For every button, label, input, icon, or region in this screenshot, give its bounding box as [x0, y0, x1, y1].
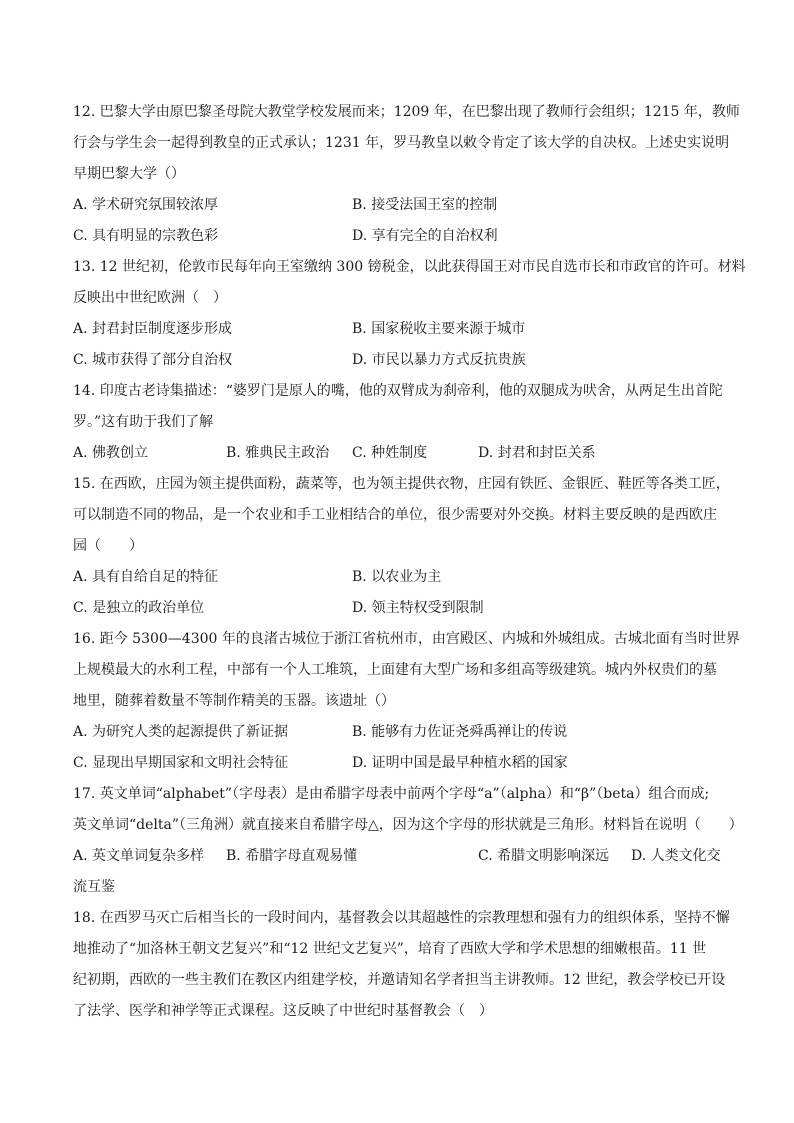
question-14 — [73, 376, 734, 469]
question-stem-line: 行会与学生会一起得到教皇的正式承认；1231 年，罗马教皇以敕令肯定了该大学的自决权。上述史实说明 — [73, 135, 730, 151]
question-stem-line: 纪初期，西欧的一些主教们在教区内组建学校，并邀请知名学者担当主讲教师。12 世纪，教会学校已开设 — [73, 972, 726, 988]
question-stem-line: 17. 英文单词“alphabet”（字母表）是由希腊字母表中前两个字母“a”（alpha）和“β”（beta）组合而成; — [73, 786, 710, 802]
options-row — [73, 314, 734, 345]
option-a[interactable]: A. 具有自给自足的特征 — [73, 569, 219, 585]
option-c[interactable]: C. 希腊文明影响深远 — [478, 848, 610, 864]
options-row — [73, 593, 734, 624]
question-stem-line: 13. 12 世纪初，伦敦市民每年向王室缴纳 300 镑税金，以此获得国王对市民自选市长和市政官的许可。材料 — [73, 259, 746, 275]
question-stem-line: 反映出中世纪欧洲（ ） — [73, 290, 227, 306]
question-stem-line: 16. 距今 5300—4300 年的良渚古城位于浙江省杭州市，由宫殿区、内城和外城组成。古城北面有当时世界 — [73, 631, 740, 647]
option-a[interactable]: A. 封君封臣制度逐步形成 — [73, 321, 233, 337]
question-stem-line: 了法学、医学和神学等正式课程。这反映了中世纪时基督教会（ ） — [73, 1003, 493, 1019]
options-row — [73, 438, 734, 469]
question-stem-line: 地推动了“加洛林王朝文艺复兴”和“12 世纪文艺复兴”，培育了西欧大学和学术思想的细嫩根苗。11 世 — [73, 941, 707, 957]
option-c[interactable]: C. 城市获得了部分自治权 — [73, 352, 233, 368]
option-c[interactable]: C. 是独立的政治单位 — [73, 600, 205, 616]
option-b[interactable]: B. 国家税收主要来源于城市 — [352, 321, 526, 337]
question-stem-line: 14. 印度古老诗集描述：“婆罗门是原人的嘴，他的双臂成为刹帝利，他的双腿成为吠舍，从两足生出首陀 — [73, 383, 723, 399]
question-stem-line: 罗。”这有助于我们了解 — [73, 414, 214, 430]
option-b[interactable]: B. 希腊字母直观易懂 — [226, 848, 358, 864]
option-d[interactable]: D. 市民以暴力方式反抗贵族 — [352, 352, 526, 368]
question-stem-line: 早期巴黎大学（） — [73, 166, 185, 182]
options-row — [73, 717, 734, 748]
question-stem-line: 15. 在西欧，庄园为领主提供面粉，蔬菜等，也为领主提供衣物，庄园有铁匠、金银匠、鞋匠等各类工匠， — [73, 476, 730, 492]
question-18 — [73, 903, 734, 1027]
option-b[interactable]: B. 接受法国王室的控制 — [352, 197, 498, 213]
option-a[interactable]: A. 为研究人类的起源提供了新证据 — [73, 724, 289, 740]
option-a[interactable]: A. 学术研究氛围较浓厚 — [73, 197, 219, 213]
options-row — [73, 562, 734, 593]
options-row — [73, 221, 734, 252]
question-12 — [73, 97, 740, 252]
question-stem-line: 园（ ） — [73, 538, 143, 554]
option-d[interactable]: D. 享有完全的自治权利 — [352, 228, 498, 244]
option-b[interactable]: B. 能够有力佐证尧舜禹禅让的传说 — [352, 724, 568, 740]
option-b[interactable]: B. 以农业为主 — [352, 569, 442, 585]
question-stem-line: 12. 巴黎大学由原巴黎圣母院大教堂学校发展而来；1209 年，在巴黎出现了教师行会组织；1215 年，教师 — [73, 104, 740, 120]
question-16 — [73, 624, 740, 779]
question-stem-line: 英文单词“delta”（三角洲）就直接来自希腊字母△，因为这个字母的形状就是三角形。材料旨在说明（ ） — [73, 817, 743, 833]
options-row — [73, 190, 734, 221]
option-d[interactable]: D. 封君和封臣关系 — [478, 445, 596, 461]
question-stem-line: 地里，随葬着数量不等制作精美的玉器。该遗址（） — [73, 693, 395, 709]
option-d[interactable]: D. 证明中国是最早种植水稻的国家 — [352, 755, 568, 771]
question-stem-line: 18. 在西罗马灭亡后相当长的一段时间内，基督教会以其超越性的宗教理想和强有力的组织体系，坚持不懈 — [73, 910, 730, 926]
question-13 — [73, 252, 746, 376]
question-17 — [73, 779, 743, 903]
option-c[interactable]: C. 显现出早期国家和文明社会特征 — [73, 755, 289, 771]
option-c[interactable]: C. 具有明显的宗教色彩 — [73, 228, 219, 244]
question-15 — [73, 469, 734, 624]
options-row — [73, 345, 734, 376]
question-stem-line: 上规模最大的水利工程，中部有一个人工堆筑，上面建有大型广场和多组高等级建筑。城内外权贵们的墓 — [73, 662, 717, 678]
option-a[interactable]: A. 英文单词复杂多样 — [73, 848, 205, 864]
option-d-continuation: 流互鉴 — [73, 879, 115, 895]
option-c[interactable]: C. 种姓制度 — [352, 445, 428, 461]
option-b[interactable]: B. 雅典民主政治 — [226, 445, 330, 461]
options-row — [73, 841, 734, 872]
options-row — [73, 748, 734, 779]
option-a[interactable]: A. 佛教创立 — [73, 445, 149, 461]
option-d[interactable]: D. 人类文化交 — [631, 848, 721, 864]
option-d[interactable]: D. 领主特权受到限制 — [352, 600, 484, 616]
question-stem-line: 可以制造不同的物品，是一个农业和手工业相结合的单位，很少需要对外交换。材料主要反映的是西欧庄 — [73, 507, 717, 523]
